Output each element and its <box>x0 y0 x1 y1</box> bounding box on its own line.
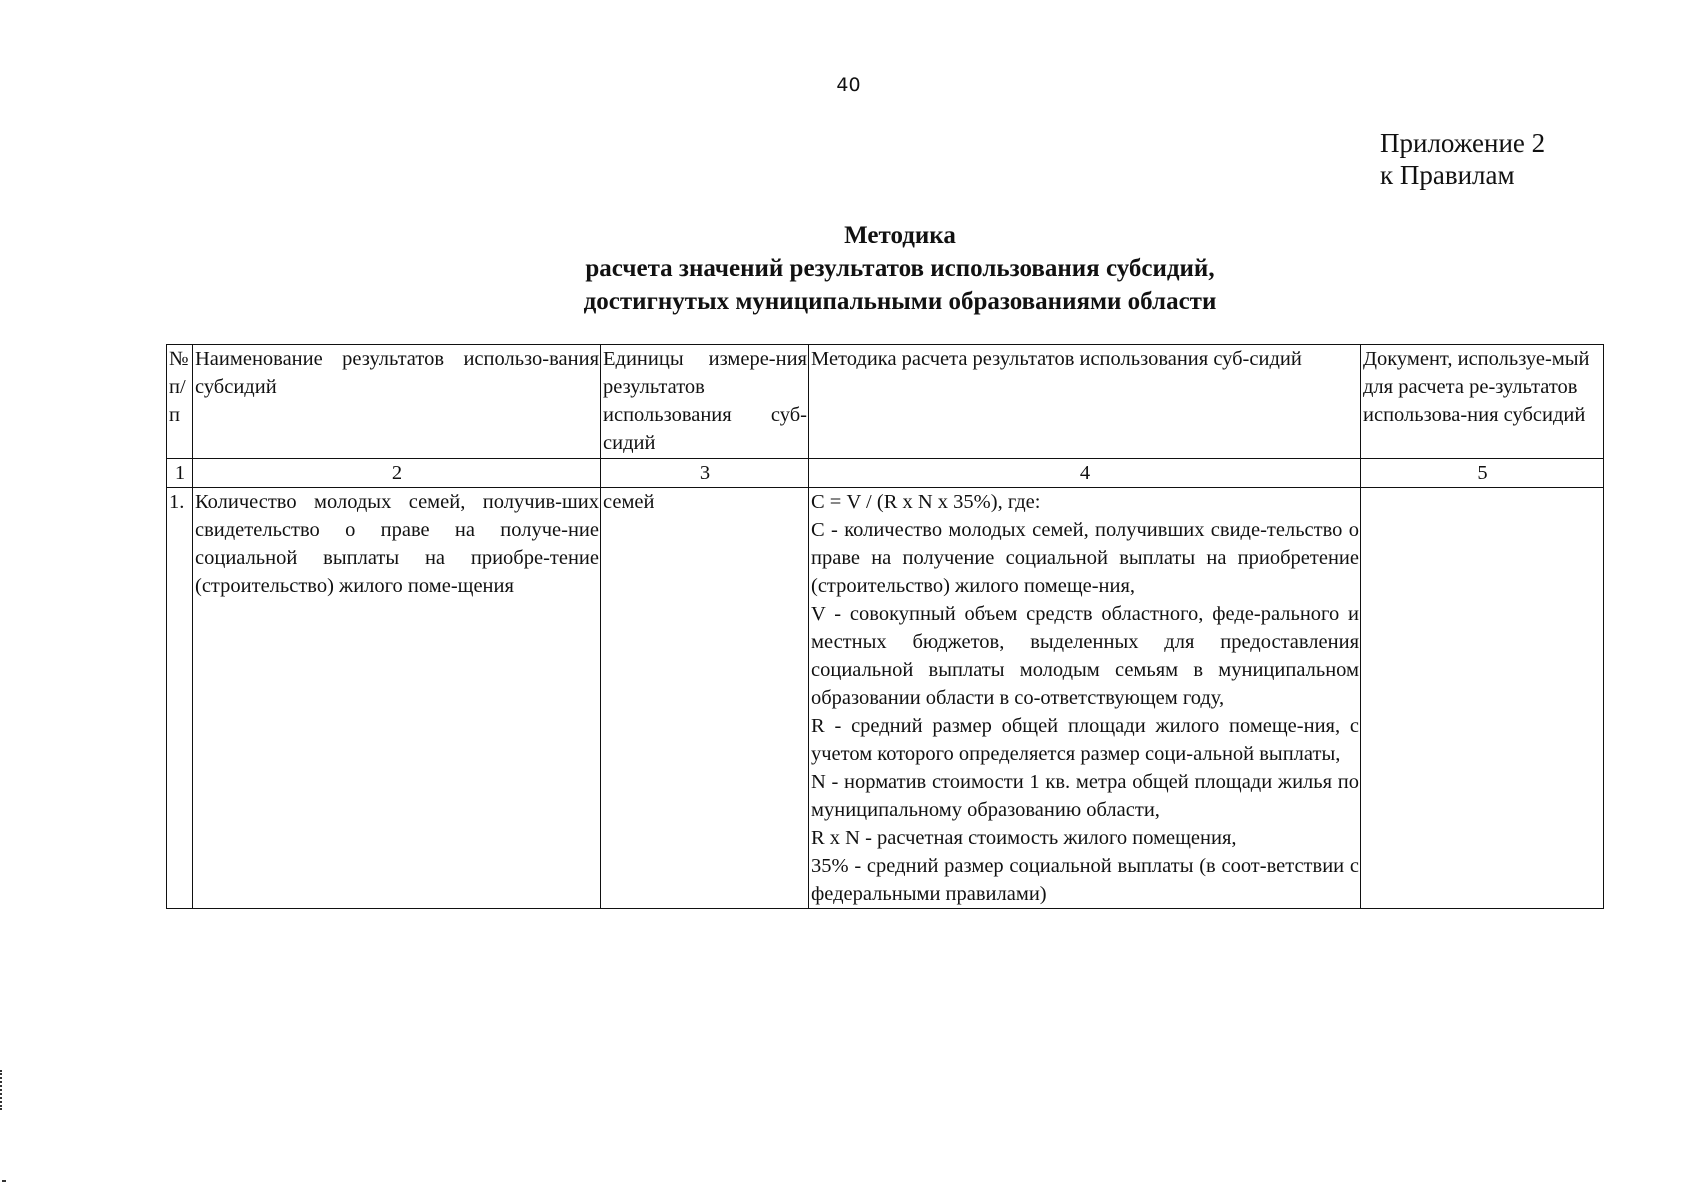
result-name-cell: Количество молодых семей, получив-ших свидетельство о праве на получе-ние социальной выплаты на приобре-тение (строительство) жилого поме-щения <box>193 488 601 909</box>
scan-edge-marks <box>0 1070 6 1110</box>
title-line-3: достигнутых муниципальными образованиями области <box>583 288 1217 315</box>
column-number: 5 <box>1361 459 1604 488</box>
column-number: 3 <box>601 459 809 488</box>
header-number: № п/п <box>167 345 193 459</box>
row-number: 1. <box>167 488 193 909</box>
appendix-line-2: к Правилам <box>1380 160 1515 190</box>
definition-v: V - совокупный объем средств областного, феде-рального и местных бюджетов, выделенных для предоставления социальной выплаты молодым семьям в муниципальном образовании области в со-ответствующем году, <box>811 603 1359 709</box>
document-cell <box>1361 488 1604 909</box>
column-number-row <box>167 459 1604 488</box>
column-number: 1 <box>167 459 193 488</box>
method-cell <box>809 488 1361 909</box>
definition-rxn: R x N - расчетная стоимость жилого помещения, <box>811 827 1237 849</box>
header-document: Документ, используе-мый для расчета ре-зультатов использова-ния субсидий <box>1361 345 1604 459</box>
definition-35-percent: 35% - средний размер социальной выплаты (в соот-ветствии с федеральными правилами) <box>811 855 1359 905</box>
document-title <box>400 219 1400 318</box>
table-header-row <box>167 345 1604 459</box>
formula-line: С = V / (R x N x 35%), где: <box>811 491 1041 513</box>
header-result-name: Наименование результатов использо-вания субсидий <box>193 345 601 459</box>
appendix-line-1: Приложение 2 <box>1380 128 1546 158</box>
column-number: 4 <box>809 459 1361 488</box>
scan-edge-mark <box>2 1180 6 1182</box>
column-number: 2 <box>193 459 601 488</box>
definition-n: N - норматив стоимости 1 кв. метра общей площади жилья по муниципальному образованию области, <box>811 771 1359 821</box>
definition-r: R - средний размер общей площади жилого помеще-ния, с учетом которого определяется размер соци-альной выплаты, <box>811 715 1359 765</box>
table-row <box>167 488 1604 909</box>
appendix-label <box>1380 127 1545 191</box>
unit-cell: семей <box>601 488 809 909</box>
methodology-table <box>166 344 1604 909</box>
page-number: 40 <box>836 74 861 96</box>
header-method: Методика расчета результатов использования суб-сидий <box>809 345 1361 459</box>
title-line-1: Методика <box>844 222 956 249</box>
title-line-2: расчета значений результатов использования субсидий, <box>585 255 1215 282</box>
definition-c: С - количество молодых семей, получивших свиде-тельство о праве на получение социальной выплаты на приобретение (строительство) жилого помеще-ния, <box>811 519 1359 597</box>
header-units: Единицы измере-ния результатов использования суб-сидий <box>601 345 809 459</box>
